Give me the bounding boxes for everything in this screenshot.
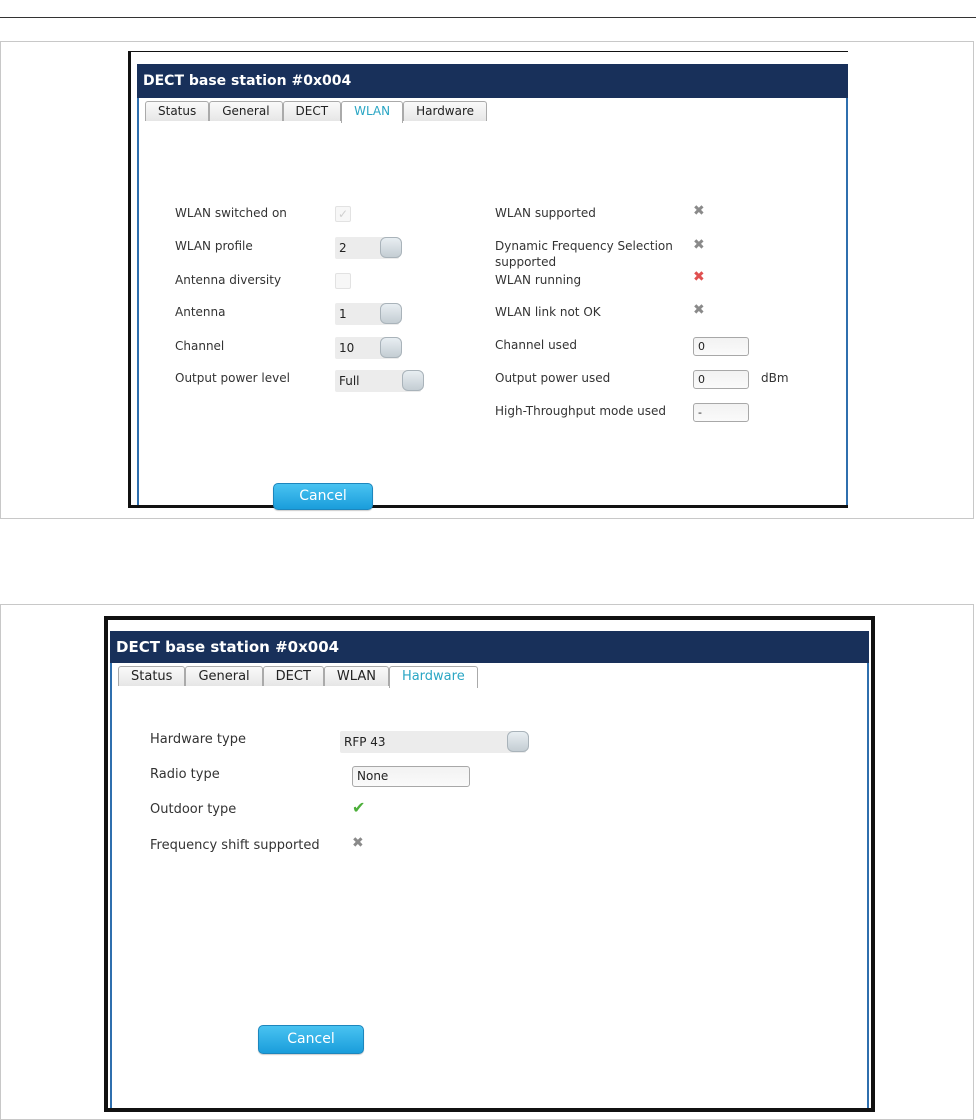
wlan-supported-label: WLAN supported bbox=[495, 206, 596, 220]
cross-icon: ✖ bbox=[693, 269, 705, 285]
wlan-profile-value: 2 bbox=[339, 241, 347, 255]
chevron-down-icon[interactable] bbox=[507, 731, 529, 752]
tab-general[interactable]: General bbox=[185, 666, 262, 686]
radio-type-label: Radio type bbox=[150, 767, 220, 782]
page-top-rule bbox=[0, 17, 976, 18]
chevron-down-icon[interactable] bbox=[380, 303, 402, 324]
cross-icon: ✖ bbox=[693, 203, 705, 219]
chevron-down-icon[interactable] bbox=[402, 370, 424, 391]
hardware-type-value: RFP 43 bbox=[344, 735, 386, 749]
cancel-button[interactable]: Cancel bbox=[258, 1025, 364, 1054]
tab-dect[interactable]: DECT bbox=[263, 666, 324, 686]
wlan-profile-select[interactable] bbox=[335, 237, 399, 259]
dfs-supported-label-line2: supported bbox=[495, 255, 557, 269]
ht-mode-used-label: High-Throughput mode used bbox=[495, 404, 667, 418]
wlan-dialog-window bbox=[128, 51, 848, 508]
dialog-body bbox=[137, 98, 848, 505]
tab-bar bbox=[118, 666, 478, 686]
wlan-profile-label: WLAN profile bbox=[175, 239, 253, 253]
output-power-unit: dBm bbox=[761, 371, 789, 385]
radio-type-field[interactable]: None bbox=[352, 766, 470, 787]
chevron-down-icon[interactable] bbox=[380, 237, 402, 258]
antenna-select[interactable] bbox=[335, 303, 399, 325]
channel-value: 10 bbox=[339, 341, 355, 355]
tab-hardware[interactable]: Hardware bbox=[389, 666, 478, 688]
output-power-used-label: Output power used bbox=[495, 371, 611, 385]
hardware-type-label: Hardware type bbox=[150, 732, 246, 747]
dialog-body bbox=[110, 663, 869, 1108]
wlan-running-label: WLAN running bbox=[495, 273, 582, 287]
hardware-type-select[interactable] bbox=[340, 731, 526, 753]
antenna-diversity-checkbox[interactable] bbox=[335, 273, 351, 289]
output-power-level-value: Full bbox=[339, 374, 360, 388]
channel-used-label: Channel used bbox=[495, 338, 577, 352]
hardware-dialog-window bbox=[104, 616, 875, 1112]
antenna-value: 1 bbox=[339, 307, 347, 321]
antenna-diversity-label: Antenna diversity bbox=[175, 273, 282, 287]
cross-icon: ✖ bbox=[693, 302, 705, 318]
tab-status[interactable]: Status bbox=[145, 101, 209, 121]
channel-select[interactable] bbox=[335, 337, 399, 359]
chevron-down-icon[interactable] bbox=[380, 337, 402, 358]
channel-used-field[interactable]: 0 bbox=[693, 337, 749, 356]
tab-wlan[interactable]: WLAN bbox=[341, 101, 403, 123]
wlan-switched-on-label: WLAN switched on bbox=[175, 206, 287, 220]
output-power-used-field[interactable]: 0 bbox=[693, 370, 749, 389]
output-power-level-label: Output power level bbox=[175, 371, 290, 385]
cancel-button[interactable]: Cancel bbox=[273, 483, 373, 510]
wlan-link-label: WLAN link not OK bbox=[495, 305, 601, 319]
cross-icon: ✖ bbox=[693, 237, 705, 253]
dialog-title: DECT base station #0x004 bbox=[110, 631, 869, 663]
wlan-switched-on-checkbox[interactable]: ✓ bbox=[335, 206, 351, 222]
dfs-supported-label-line1: Dynamic Frequency Selection bbox=[495, 239, 673, 253]
tab-dect[interactable]: DECT bbox=[283, 101, 342, 121]
ht-mode-used-field[interactable]: - bbox=[693, 403, 749, 422]
check-icon: ✔ bbox=[352, 798, 366, 817]
tab-general[interactable]: General bbox=[209, 101, 282, 121]
cross-icon: ✖ bbox=[352, 835, 364, 851]
outdoor-type-label: Outdoor type bbox=[150, 802, 237, 817]
output-power-level-select[interactable] bbox=[335, 370, 421, 392]
tab-wlan[interactable]: WLAN bbox=[324, 666, 389, 686]
dialog-title: DECT base station #0x004 bbox=[137, 64, 848, 98]
tab-status[interactable]: Status bbox=[118, 666, 185, 686]
channel-label: Channel bbox=[175, 339, 225, 353]
tab-hardware[interactable]: Hardware bbox=[403, 101, 487, 121]
antenna-label: Antenna bbox=[175, 305, 226, 319]
frequency-shift-label: Frequency shift supported bbox=[150, 838, 320, 853]
tab-bar bbox=[145, 101, 487, 121]
